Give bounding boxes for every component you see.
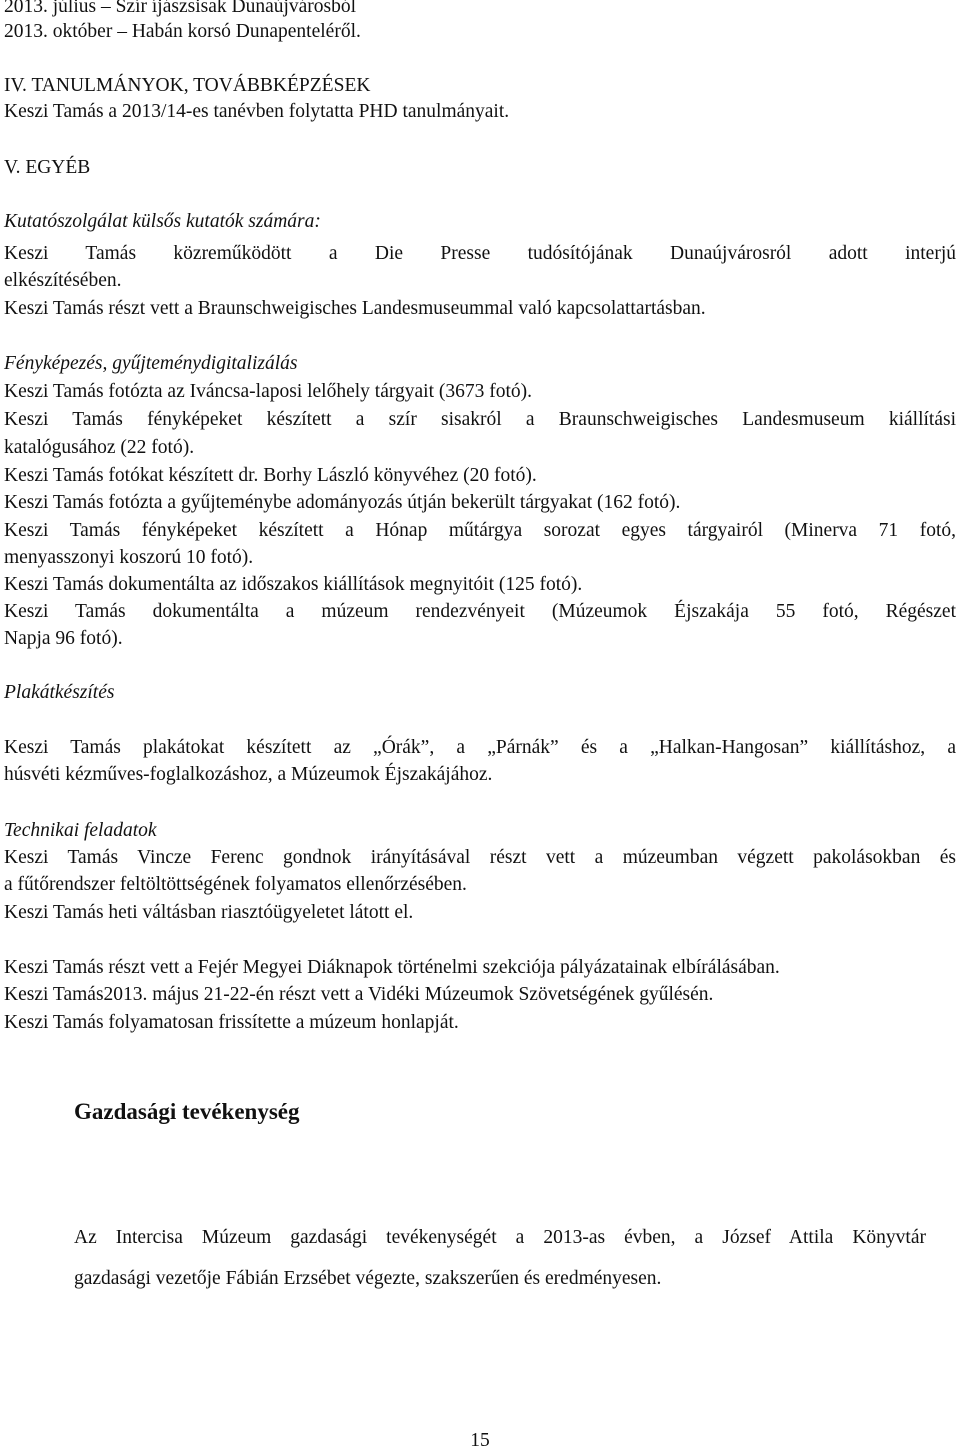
page-number: 15 <box>470 1430 490 1451</box>
subsection-title: Fényképezés, gyűjteménydigitalizálás <box>4 353 298 374</box>
subsection-title: Kutatószolgálat külsős kutatók számára: <box>4 211 321 232</box>
body-line: húsvéti kézműves-foglalkozáshoz, a Múzeumok Éjszakájához. <box>4 764 493 785</box>
body-line: Keszi Tamás részt vett a Braunschweigisches Landesmuseummal való kapcsolattartásban. <box>4 298 706 319</box>
body-line: Keszi Tamás fényképeket készített a szír sisakról a Braunschweigisches Landesmuseum kiállítási <box>4 409 956 430</box>
subsection-title: Plakátkészítés <box>4 682 115 703</box>
body-line: Keszi Tamás fotózta a gyűjteménybe adományozás útján bekerült tárgyakat (162 fotó). <box>4 492 681 513</box>
body-line: Keszi Tamás a 2013/14-es tanévben folytatta PHD tanulmányait. <box>4 101 510 122</box>
body-line: Keszi Tamás folyamatosan frissítette a múzeum honlapját. <box>4 1012 459 1033</box>
body-line: Keszi Tamás fotózta az Iváncsa-laposi lelőhely tárgyait (3673 fotó). <box>4 381 533 402</box>
section-title: IV. TANULMÁNYOK, TOVÁBBKÉPZÉSEK <box>4 75 371 96</box>
body-line: Keszi Tamás részt vett a Fejér Megyei Diáknapok történelmi szekciója pályázatainak elbírálásában. <box>4 957 780 978</box>
body-line: Keszi Tamás dokumentálta a múzeum rendezvényeit (Múzeumok Éjszakája 55 fotó, Régészet <box>4 601 956 622</box>
paragraph-line: Az Intercisa Múzeum gazdasági tevékenységét a 2013-as évben, a József Attila Könyvtár <box>74 1227 926 1248</box>
section-heading: Gazdasági tevékenység <box>74 1099 300 1124</box>
body-line: Keszi Tamás2013. május 21-22-én részt vett a Vidéki Múzeumok Szövetségének gyűlésén. <box>4 984 714 1005</box>
body-line: katalógusához (22 fotó). <box>4 437 195 458</box>
event-line: 2013. október – Habán korsó Dunapenteléről. <box>4 21 361 42</box>
body-line: Keszi Tamás plakátokat készített az „Órák”, a „Párnák” és a „Halkan-Hangosan” kiállításhoz, a <box>4 737 956 758</box>
paragraph-line: gazdasági vezetője Fábián Erzsébet végezte, szakszerűen és eredményesen. <box>74 1268 662 1289</box>
body-line: menyasszonyi koszorú 10 fotó). <box>4 547 254 568</box>
event-line: 2013. július – Szír íjászsisak Dunaújvárosból <box>4 0 357 17</box>
body-line: Keszi Tamás fotókat készített dr. Borhy László könyvéhez (20 fotó). <box>4 465 537 486</box>
body-line: Keszi Tamás Vincze Ferenc gondnok irányításával részt vett a múzeumban végzett pakolásokban és <box>4 847 956 868</box>
body-line: Napja 96 fotó). <box>4 628 123 649</box>
section-title: V. EGYÉB <box>4 157 91 178</box>
body-line: Keszi Tamás fényképeket készített a Hónap műtárgya sorozat egyes tárgyairól (Minerva 71 fotó, <box>4 520 956 541</box>
subsection-title: Technikai feladatok <box>4 820 157 841</box>
body-line: a fűtőrendszer feltöltöttségének folyamatos ellenőrzésében. <box>4 874 467 895</box>
body-line: Keszi Tamás heti váltásban riasztóügyeletet látott el. <box>4 902 414 923</box>
body-line: elkészítésében. <box>4 270 122 291</box>
body-line: Keszi Tamás közreműködött a Die Presse tudósítójának Dunaújvárosról adott interjú <box>4 243 956 264</box>
body-line: Keszi Tamás dokumentálta az időszakos kiállítások megnyitóit (125 fotó). <box>4 574 583 595</box>
